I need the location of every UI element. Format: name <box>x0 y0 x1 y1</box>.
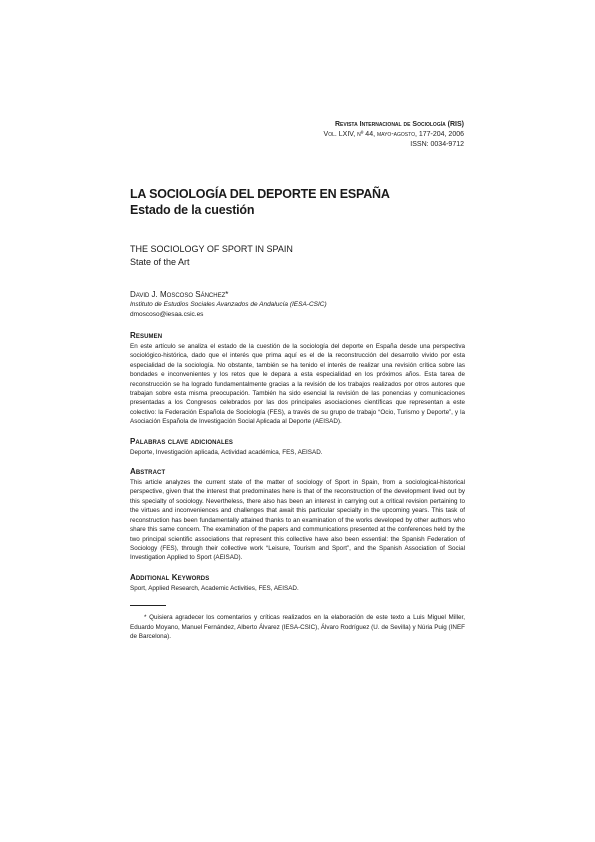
author-name: David J. Moscoso Sánchez* <box>130 290 229 299</box>
palabras-heading: Palabras clave adicionales <box>130 436 233 446</box>
palabras-text: Deporte, Investigación aplicada, Actividad académica, FES, AEISAD. <box>130 448 323 456</box>
journal-issn: ISSN: 0034-9712 <box>410 141 464 148</box>
subtitle-english: State of the Art <box>130 257 190 267</box>
journal-name: Revista Internacional de Sociología (RIS) <box>334 121 464 128</box>
author-institution: Instituto de Estudios Sociales Avanzados de Andalucía (IESA-CSIC) <box>130 301 327 308</box>
title-english: THE SOCIOLOGY OF SPORT IN SPAIN <box>130 244 293 254</box>
footnote-text: * Quisiera agradecer los comentarios y críticas realizados en la elaboración de este texto a Luis Miguel Miller, Eduardo Moyano, Manuel Fernández, Alberto Álvarez (IESA-CSIC), Álvaro Rodríguez (U. de Sevilla) y Núria Puig (INEF de Barcelona). <box>130 614 465 640</box>
article-content <box>130 186 465 641</box>
keywords-text: Sport, Applied Research, Academic Activities, FES, AEISAD. <box>130 584 299 592</box>
resumen-text: En este artículo se analiza el estado de la cuestión de la sociología del deporte en España desde una perspectiva sociológico-histórica, dado que el interés que prima aquí es el de la reconstrucción del desarrollo vivido por esta especialidad de la sociología. No obstante, también se ha tenido el interés de realizar una revisión crítica sobre las bondades e inconvenientes y los retos que le depara a esta especialidad en los próximos años. Esta tarea de reconstrucción se ha logrado fundamentalmente gracias a la revisión de los trabajos realizados por otros autores que trabajan sobre esta misma preocupación. También ha sido esencial la revisión de las ponencias y comunicaciones presentadas a los Congresos celebrados por las dos principales asociaciones científicas que representan a este colectivo: la Federación Española de Sociología (FES), a través de su grupo de trabajo “Ocio, Turismo y Deporte”, y la Asociación Española de Investigación Social Aplicada al Deporte (AEISAD). <box>130 343 465 426</box>
abstract-heading: Abstract <box>130 467 166 477</box>
keywords-heading: Additional Keywords <box>130 572 210 582</box>
journal-header <box>324 120 464 150</box>
journal-issue: Vol. LXIV, nº 44, mayo-agosto, 177-204, 2006 <box>323 131 464 138</box>
footnote-divider <box>130 605 166 606</box>
abstract-text: This article analyzes the current state of the matter of sociology of Sport in Spain, from a sociological-historical perspective, given that the interest that predominates here is that of the reconstruction of the development lived out by this specialty of sociology. Nevertheless, there also has been an interest in carrying out a critical revision pertaining to the virtues and inconveniences and challenges that await this particular specialty in the upcoming years. This task of reconstruction has been fundamentally attained thanks to an examination of the works developed by other authors who share this same concern. The examination of the papers and communications presented at the conferences held by the two principal scientific associations that represent this collective have also been essential: the Spanish Federation of Sociology (FES), through their collective work “Leisure, Tourism and Sport”, and the Spanish Association of Social Investigation Applied to Sport (AEISAD). <box>130 479 465 562</box>
resumen-heading: Resumen <box>130 331 163 340</box>
title-spanish: LA SOCIOLOGÍA DEL DEPORTE EN ESPAÑA <box>130 187 390 201</box>
subtitle-spanish: Estado de la cuestión <box>130 203 255 217</box>
author-email: dmoscoso@iesaa.csic.es <box>130 311 204 318</box>
